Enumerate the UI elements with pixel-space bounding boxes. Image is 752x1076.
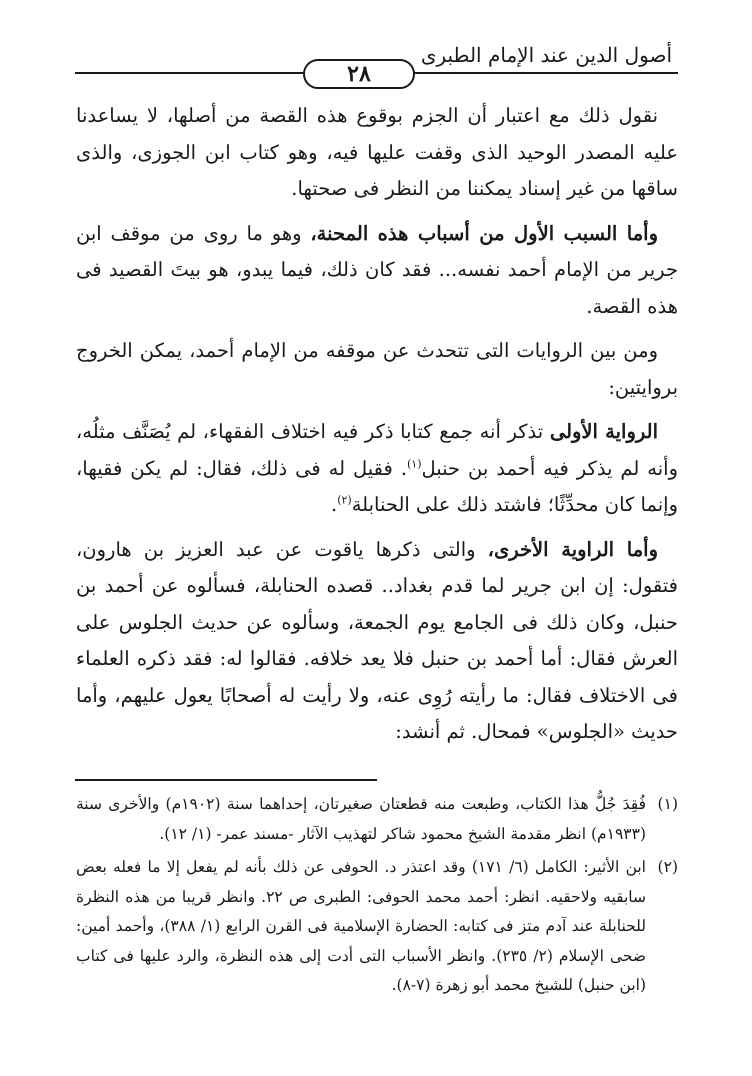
footnote-ref-2[interactable]: (٢) xyxy=(337,493,352,507)
paragraph-2-lead: وأما السبب الأول من أسباب هذه المحنة، xyxy=(310,221,659,245)
footnote-2 xyxy=(76,853,678,1001)
paragraph-4-lead: الرواية الأولى xyxy=(549,420,658,443)
paragraph-4-text-c: . xyxy=(330,493,338,516)
page-number-badge: ٢٨ xyxy=(303,59,415,89)
paragraph-4 xyxy=(76,414,678,524)
paragraph-1: نقول ذلك مع اعتبار أن الجزم بوقوع هذه القصة من أصلها، لا يساعدنا عليه المصدر الوحيد الذى وقفت عليها فيه، وهو كتاب ابن الجوزى، والذى ساقها من غير إسناد يمكننا من النظر فى صحتها. xyxy=(76,104,678,200)
paragraph-2-text: وهو ما روى من موقف ابن جرير من الإمام أحمد نفسه... فقد كان ذلك، فيما يبدو، هو بيتَ القصيد فى هذه القصة. xyxy=(76,221,678,318)
footnotes xyxy=(76,790,678,1005)
footnote-text: فُقِدَ جُلُّ هذا الكتاب، وطبعت منه قطعتان صغيرتان، إحداهما سنة (١٩٠٢م) والأخرى سنة (١٩٣٣م) انظر مقدمة الشيخ محمود شاكر لتهذيب الآثار -مسند عمر- (١/ ١٢). xyxy=(76,795,647,843)
footnote-text: ابن الأثير: الكامل (٦/ ١٧١) وقد اعتذر د. الحوفى عن ذلك بأنه لم يفعل إلا ما فعله بعض سابقيه ولاحقيه. انظر: أحمد محمد الحوفى: الطبرى ص ٢٢. وانظر قريبا من هذه النظرة للحنابلة عند آدم متز فى كتابه: الحضارة الإسلامية فى القرن الرابع (١/ ٣٨٨)، وأحمد أمين: ضحى الإسلام (٢/ ٢٣٥). وانظر الأسباب التى أدت إلى هذه النظرة، والرد عليها فى كتاب (ابن حنبل) للشيخ محمد أبو زهرة (٧-٨). xyxy=(76,858,646,994)
running-title: أصول الدين عند الإمام الطبرى xyxy=(420,43,672,67)
paragraph-3: ومن بين الروايات التى تتحدث عن موقفه من الإمام أحمد، يمكن الخروج بروايتين: xyxy=(76,339,678,399)
paragraph-5-text: والتى ذكرها ياقوت عن عبد العزيز بن هارون، فتقول: إن ابن جرير لما قدم بغداد.. قصده الحنابلة، فسألوه عن أحمد بن حنبل، وكان ذلك فى الجامع يوم الجمعة، وسألوه عن حديث الجلوس على العرش فقال: أما أحمد بن حنبل فلا يعد خلافه. فقالوا له: فقد ذكره العلماء فى الاختلاف فقال: ما رأيته رُوِى عنه، ولا رأيت له أصحابًا يعول عليهم، وأما حديث «الجلوس» فمحال. ثم أنشد: xyxy=(76,537,678,743)
paragraph-2 xyxy=(76,216,678,326)
footnote-separator xyxy=(75,779,377,781)
footnote-number: (٢) xyxy=(657,858,678,876)
paragraph-4-text-b: . فقيل له فى ذلك، فقال: لم يكن فقيها، وإنما كان محدِّثًا؛ فاشتد ذلك على الحنابلة xyxy=(76,456,678,516)
paragraph-5 xyxy=(76,532,678,751)
body-text xyxy=(76,98,678,759)
footnote-ref-1[interactable]: (١) xyxy=(407,457,422,470)
paragraph-4-text-a: تذكر أنه جمع كتابا ذكر فيه اختلاف الفقهاء، لم يُصَنَّف مثلُه، وأنه لم يذكر فيه أحمد بن حنبل xyxy=(76,420,678,480)
footnote-1 xyxy=(76,790,678,849)
footnote-number: (١) xyxy=(657,795,678,813)
paragraph-5-lead: وأما الراوية الأخرى، xyxy=(487,537,658,561)
